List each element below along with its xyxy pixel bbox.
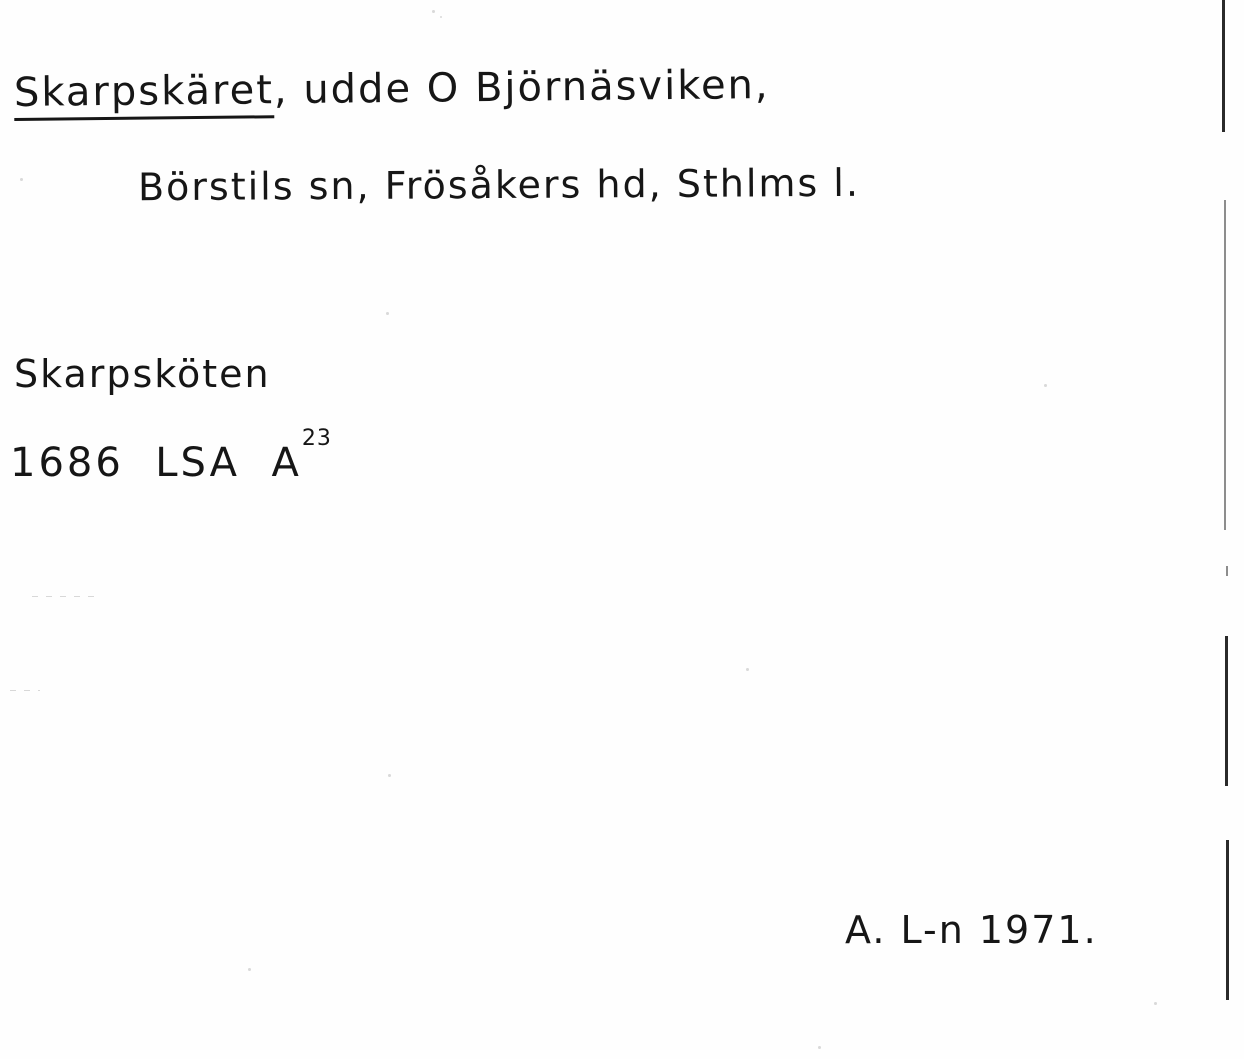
scan-speck <box>248 968 251 971</box>
place-name-keyword: Skarpskäret <box>14 67 274 121</box>
scan-speck <box>388 774 391 777</box>
administrative-location-line: Börstils sn, Frösåkers hd, Sthlms l. <box>137 160 861 210</box>
historical-name-form: Skarpsköten <box>14 352 271 396</box>
scan-speck <box>20 178 23 181</box>
card-edge-rule-bottom <box>1226 840 1229 1000</box>
scan-speck <box>1044 384 1047 387</box>
faint-ruling <box>32 596 98 597</box>
card-edge-rule-mid <box>1226 566 1228 576</box>
source-signum-superscript: 23 <box>301 426 332 452</box>
scan-speck <box>386 312 389 315</box>
source-signum: A <box>271 440 302 486</box>
source-archive: LSA <box>155 440 241 486</box>
scan-speck <box>432 10 435 13</box>
scan-speck <box>1154 1002 1157 1005</box>
source-year: 1686 <box>10 440 124 486</box>
place-name-description: , udde O Björnäsviken, <box>273 62 770 114</box>
card-edge-rule-top <box>1222 0 1225 132</box>
place-name-heading <box>14 62 770 116</box>
excerptor-signature: A. L-n 1971. <box>845 908 1098 952</box>
faint-ruling <box>10 690 40 691</box>
scan-speck <box>746 668 749 671</box>
source-reference <box>10 426 332 486</box>
scan-speck <box>440 16 442 18</box>
card-edge-rule-upper <box>1224 200 1226 530</box>
scan-speck <box>818 1046 821 1049</box>
card-edge-rule-lower <box>1225 636 1228 786</box>
